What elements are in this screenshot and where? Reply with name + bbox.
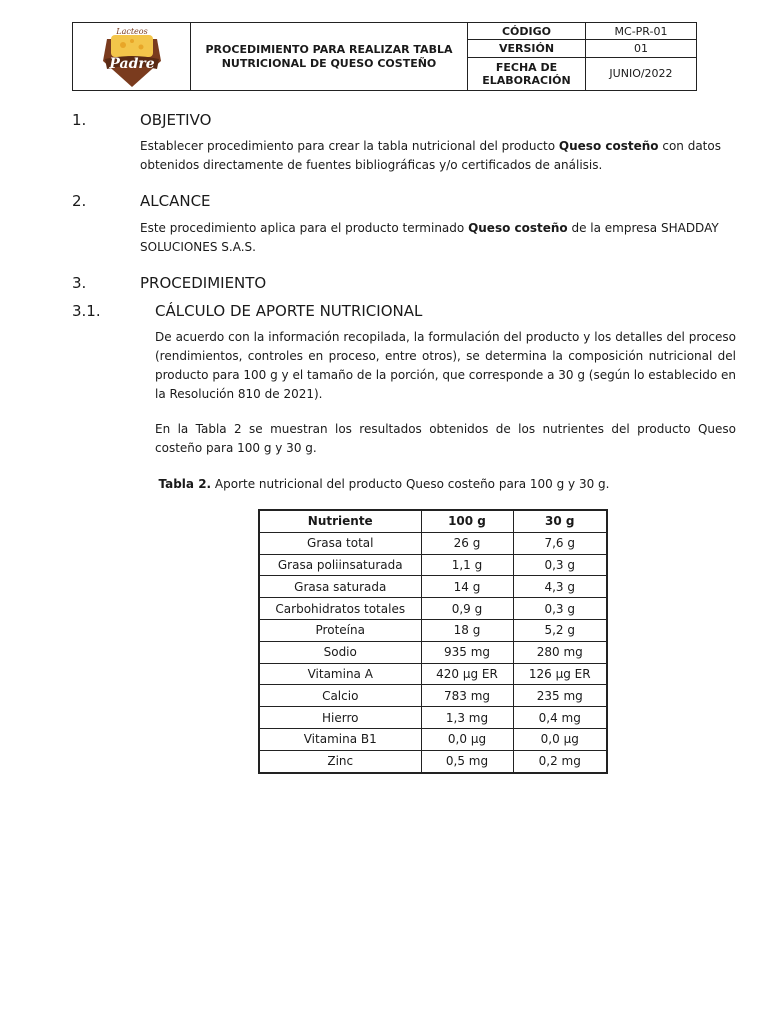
section-title: ALCANCE — [140, 192, 211, 210]
calculo-paragraph-1: De acuerdo con la información recopilada, la formulación del producto y los detalles del proceso (rendimientos, controles en proceso, entre otros), se determina la composición nutricional del producto para 100 g y el tamaño de la porción, que corresponde a 30 g (según lo establecido en la Resolución 810 de 2021). — [155, 330, 736, 401]
value-100g-cell: 420 µg ER — [421, 663, 513, 685]
column-header: 30 g — [513, 510, 607, 532]
nutrient-cell: Grasa saturada — [259, 576, 421, 598]
value-100g-cell: 1,1 g — [421, 554, 513, 576]
value-100g-cell: 935 mg — [421, 641, 513, 663]
nutrient-cell: Proteína — [259, 619, 421, 641]
fecha-value: JUNIO/2022 — [586, 57, 697, 91]
value-30g-cell: 126 µg ER — [513, 663, 607, 685]
nutrition-table — [258, 509, 608, 774]
caption-text: Aporte nutricional del producto Queso costeño para 100 g y 30 g. — [211, 477, 610, 491]
section-alcance-heading — [72, 192, 672, 212]
logo-cell — [73, 23, 191, 91]
value-100g-cell: 1,3 mg — [421, 707, 513, 729]
codigo-label: CÓDIGO — [468, 23, 586, 40]
version-value: 01 — [586, 40, 697, 57]
value-100g-cell: 0,5 mg — [421, 750, 513, 772]
table-row — [259, 576, 607, 598]
fecha-label-line2: ELABORACIÓN — [482, 73, 571, 87]
table-caption — [0, 475, 768, 493]
table-row — [259, 750, 607, 772]
section-title: CÁLCULO DE APORTE NUTRICIONAL — [155, 302, 423, 320]
value-30g-cell: 235 mg — [513, 685, 607, 707]
value-100g-cell: 18 g — [421, 619, 513, 641]
table-row — [259, 728, 607, 750]
table-row — [259, 532, 607, 554]
section-objetivo-heading — [72, 111, 672, 131]
fecha-label — [468, 57, 586, 91]
section-title: PROCEDIMIENTO — [140, 274, 267, 292]
section-procedimiento-heading — [72, 274, 672, 294]
nutrient-cell: Hierro — [259, 707, 421, 729]
text-run: Este procedimiento aplica para el producto terminado — [140, 221, 469, 235]
nutrient-cell: Calcio — [259, 685, 421, 707]
value-100g-cell: 14 g — [421, 576, 513, 598]
value-100g-cell: 783 mg — [421, 685, 513, 707]
section-number: 3.1. — [72, 302, 101, 320]
column-header: 100 g — [421, 510, 513, 532]
alcance-paragraph — [140, 219, 738, 257]
nutrient-cell: Grasa total — [259, 532, 421, 554]
section-number: 2. — [72, 192, 87, 210]
fecha-label-line1: FECHA DE — [495, 60, 558, 74]
calculo-paragraph-2: En la Tabla 2 se muestran los resultados obtenidos de los nutrientes del producto Queso costeño para 100 g y 30 g. — [155, 422, 736, 455]
value-30g-cell: 0,3 g — [513, 598, 607, 620]
table-row — [259, 554, 607, 576]
nutrient-cell: Vitamina A — [259, 663, 421, 685]
table-row — [259, 707, 607, 729]
section-number: 1. — [72, 111, 87, 129]
nutrient-cell: Zinc — [259, 750, 421, 772]
section-title: OBJETIVO — [140, 111, 212, 129]
product-name: Queso costeño — [558, 139, 659, 153]
table-row — [259, 619, 607, 641]
nutrient-cell: Sodio — [259, 641, 421, 663]
subsection-calculo-heading — [72, 302, 672, 322]
logo-text-top: Lacteos — [115, 26, 148, 36]
value-30g-cell: 0,4 mg — [513, 707, 607, 729]
objetivo-paragraph — [140, 137, 738, 175]
value-30g-cell: 4,3 g — [513, 576, 607, 598]
value-30g-cell: 0,3 g — [513, 554, 607, 576]
column-header: Nutriente — [259, 510, 421, 532]
value-30g-cell: 7,6 g — [513, 532, 607, 554]
caption-label: Tabla 2. — [158, 477, 212, 491]
table-header-row — [259, 510, 607, 532]
table-row — [259, 641, 607, 663]
value-100g-cell: 0,9 g — [421, 598, 513, 620]
version-label: VERSIÓN — [468, 40, 586, 57]
value-100g-cell: 26 g — [421, 532, 513, 554]
table-row — [259, 685, 607, 707]
nutrient-cell: Carbohidratos totales — [259, 598, 421, 620]
value-30g-cell: 0,2 mg — [513, 750, 607, 772]
codigo-value: MC-PR-01 — [586, 23, 697, 40]
product-name: Queso costeño — [468, 221, 568, 235]
value-30g-cell: 5,2 g — [513, 619, 607, 641]
nutrient-cell: Vitamina B1 — [259, 728, 421, 750]
table-row — [259, 598, 607, 620]
brand-logo — [97, 25, 167, 89]
section-number: 3. — [72, 274, 87, 292]
value-30g-cell: 280 mg — [513, 641, 607, 663]
document-title: PROCEDIMIENTO PARA REALIZAR TABLA NUTRICIONAL DE QUESO COSTEÑO — [191, 23, 468, 91]
table-row — [259, 663, 607, 685]
value-30g-cell: 0,0 µg — [513, 728, 607, 750]
document-header — [72, 22, 697, 91]
text-run: Establecer procedimiento para crear la tabla nutricional del producto — [140, 139, 559, 153]
text-run: de la empresa SHADDAY SOLUCIONES S.A.S. — [140, 221, 719, 254]
logo-text-main: Padre — [108, 55, 155, 72]
value-100g-cell: 0,0 µg — [421, 728, 513, 750]
nutrient-cell: Grasa poliinsaturada — [259, 554, 421, 576]
text-run: con datos obtenidos directamente de fuentes bibliográficas y/o certificados de análisis. — [140, 139, 721, 172]
